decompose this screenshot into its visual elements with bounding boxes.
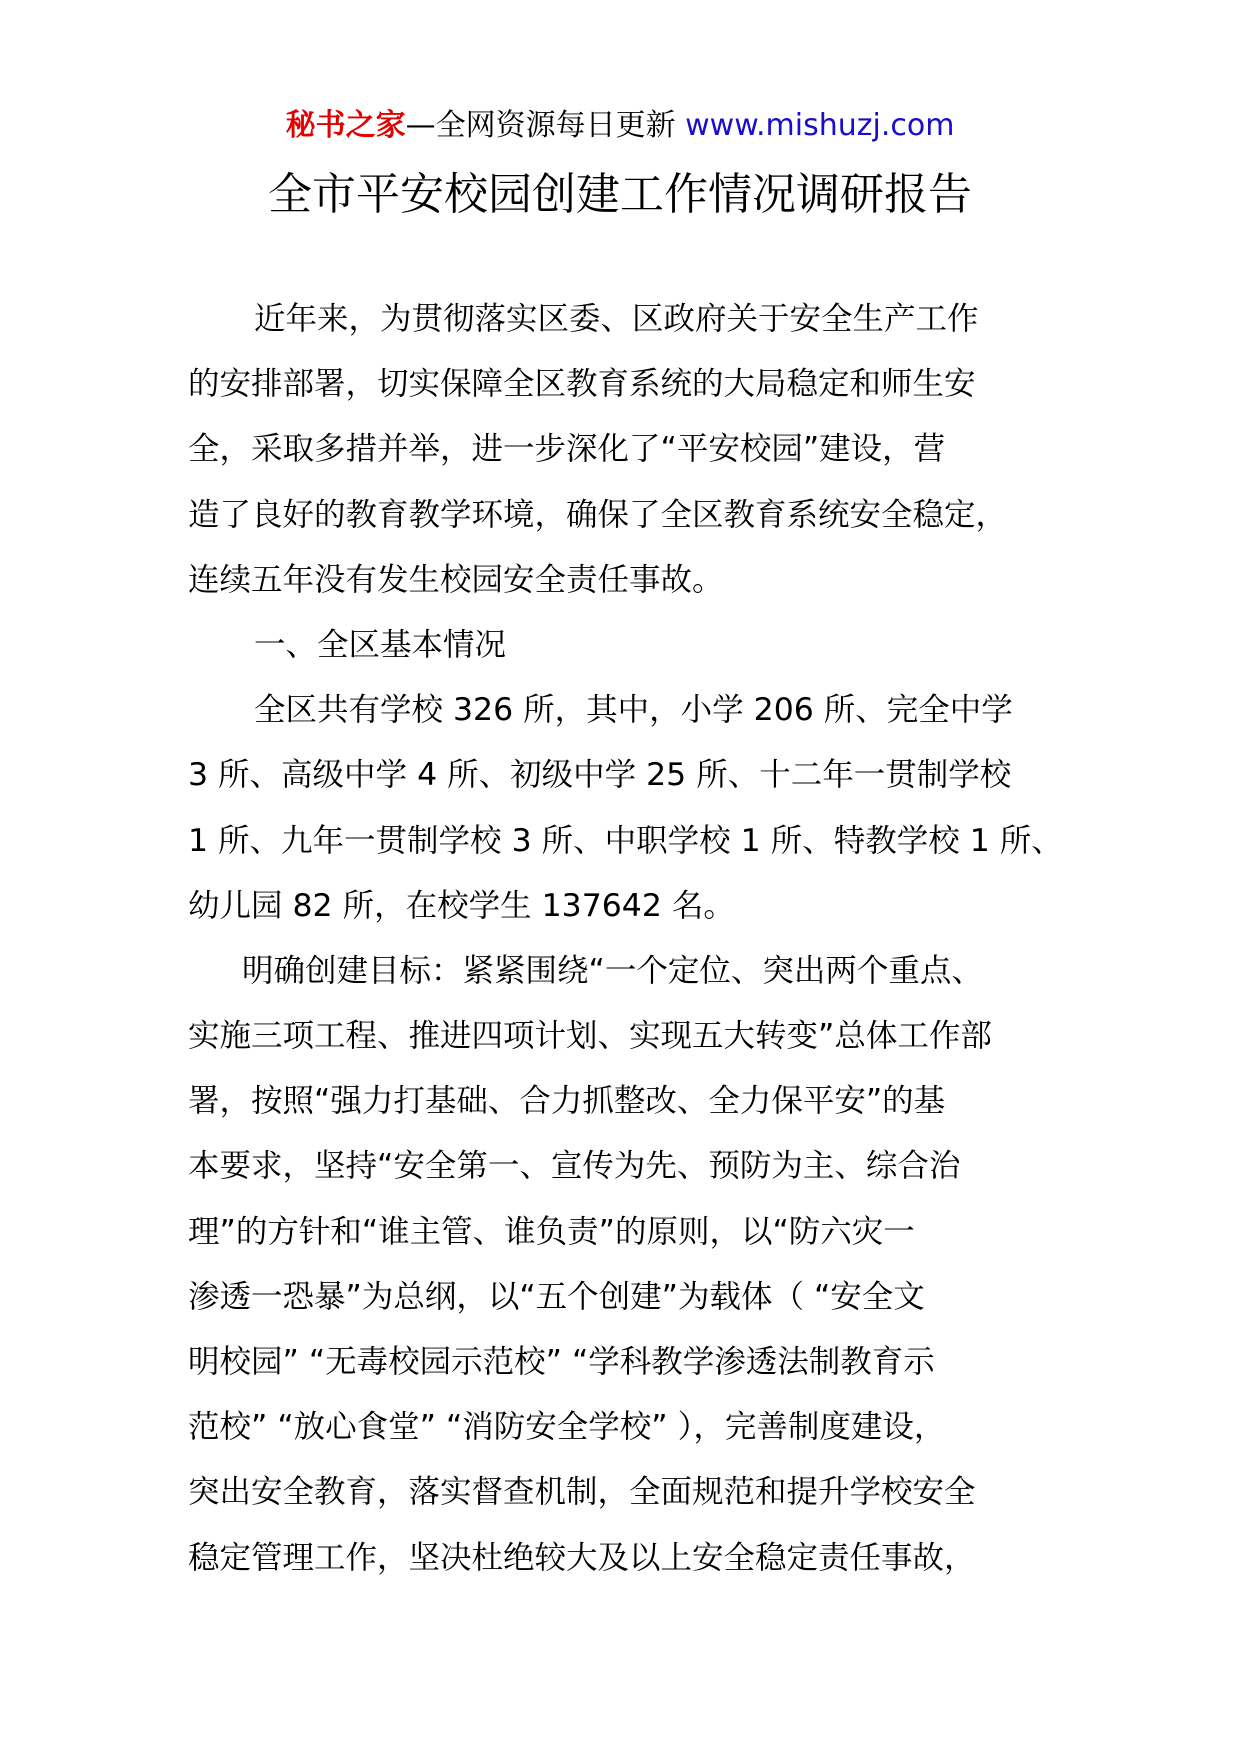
section-heading: 一、全区基本情况 xyxy=(254,626,507,663)
site-header xyxy=(0,104,1240,148)
site-brand: 秘书之家 xyxy=(285,108,406,143)
paragraph-line: 连续五年没有发生校园安全责任事故。 xyxy=(188,561,724,598)
paragraph-line: 的安排部署，切实保障全区教育系统的大局稳定和师生安 xyxy=(188,366,976,403)
document-title: 全市平安校园创建工作情况调研报告 xyxy=(268,169,972,220)
paragraph-line: 署，按照“强力打基础、合力抓整改、全力保平安”的基 xyxy=(188,1083,946,1120)
paragraph-line: 突出安全教育，落实督查机制，全面规范和提升学校安全 xyxy=(188,1474,976,1511)
paragraph-line: 实施三项工程、推进四项计划、实现五大转变”总体工作部 xyxy=(188,1018,992,1055)
paragraph-line: 3 所、高级中学 4 所、初级中学 25 所、十二年一贯制学校 xyxy=(188,757,1012,794)
paragraph-line: 幼儿园 82 所，在校学生 137642 名。 xyxy=(188,887,735,924)
paragraph-line: 本要求，坚持“安全第一、宣传为先、预防为主、综合治 xyxy=(188,1148,961,1185)
paragraph-line: 理”的方针和“谁主管、谁负责”的原则，以“防六灾一 xyxy=(188,1213,915,1250)
paragraph-line: 渗透一恐暴”为总纲，以“五个创建”为载体（ “安全文 xyxy=(188,1278,925,1315)
site-tagline: —全网资源每日更新 xyxy=(405,108,676,143)
document-body xyxy=(188,295,1068,1599)
paragraph-line: 范校” “放心食堂” “消防安全学校” ），完善制度建设， xyxy=(188,1409,946,1446)
paragraph-line: 造了良好的教育教学环境，确保了全区教育系统安全稳定， xyxy=(188,496,1008,533)
paragraph-line: 全区共有学校 326 所，其中，小学 206 所、完全中学 xyxy=(254,692,1013,729)
paragraph-line: 全，采取多措并举，进一步深化了“平安校园”建设，营 xyxy=(188,431,946,468)
paragraph-line: 1 所、九年一贯制学校 3 所、中职学校 1 所、特教学校 1 所、 xyxy=(188,822,1063,859)
paragraph-line: 明确创建目标：紧紧围绕“一个定位、突出两个重点、 xyxy=(242,952,983,989)
site-url-link[interactable]: www.mishuzj.com xyxy=(685,108,955,143)
paragraph-line: 明校园” “无毒校园示范校” “学科教学渗透法制教育示 xyxy=(188,1344,935,1380)
paragraph-line: 稳定管理工作，坚决杜绝较大及以上安全稳定责任事故， xyxy=(188,1539,976,1576)
paragraph-line: 近年来，为贯彻落实区委、区政府关于安全生产工作 xyxy=(254,301,979,337)
